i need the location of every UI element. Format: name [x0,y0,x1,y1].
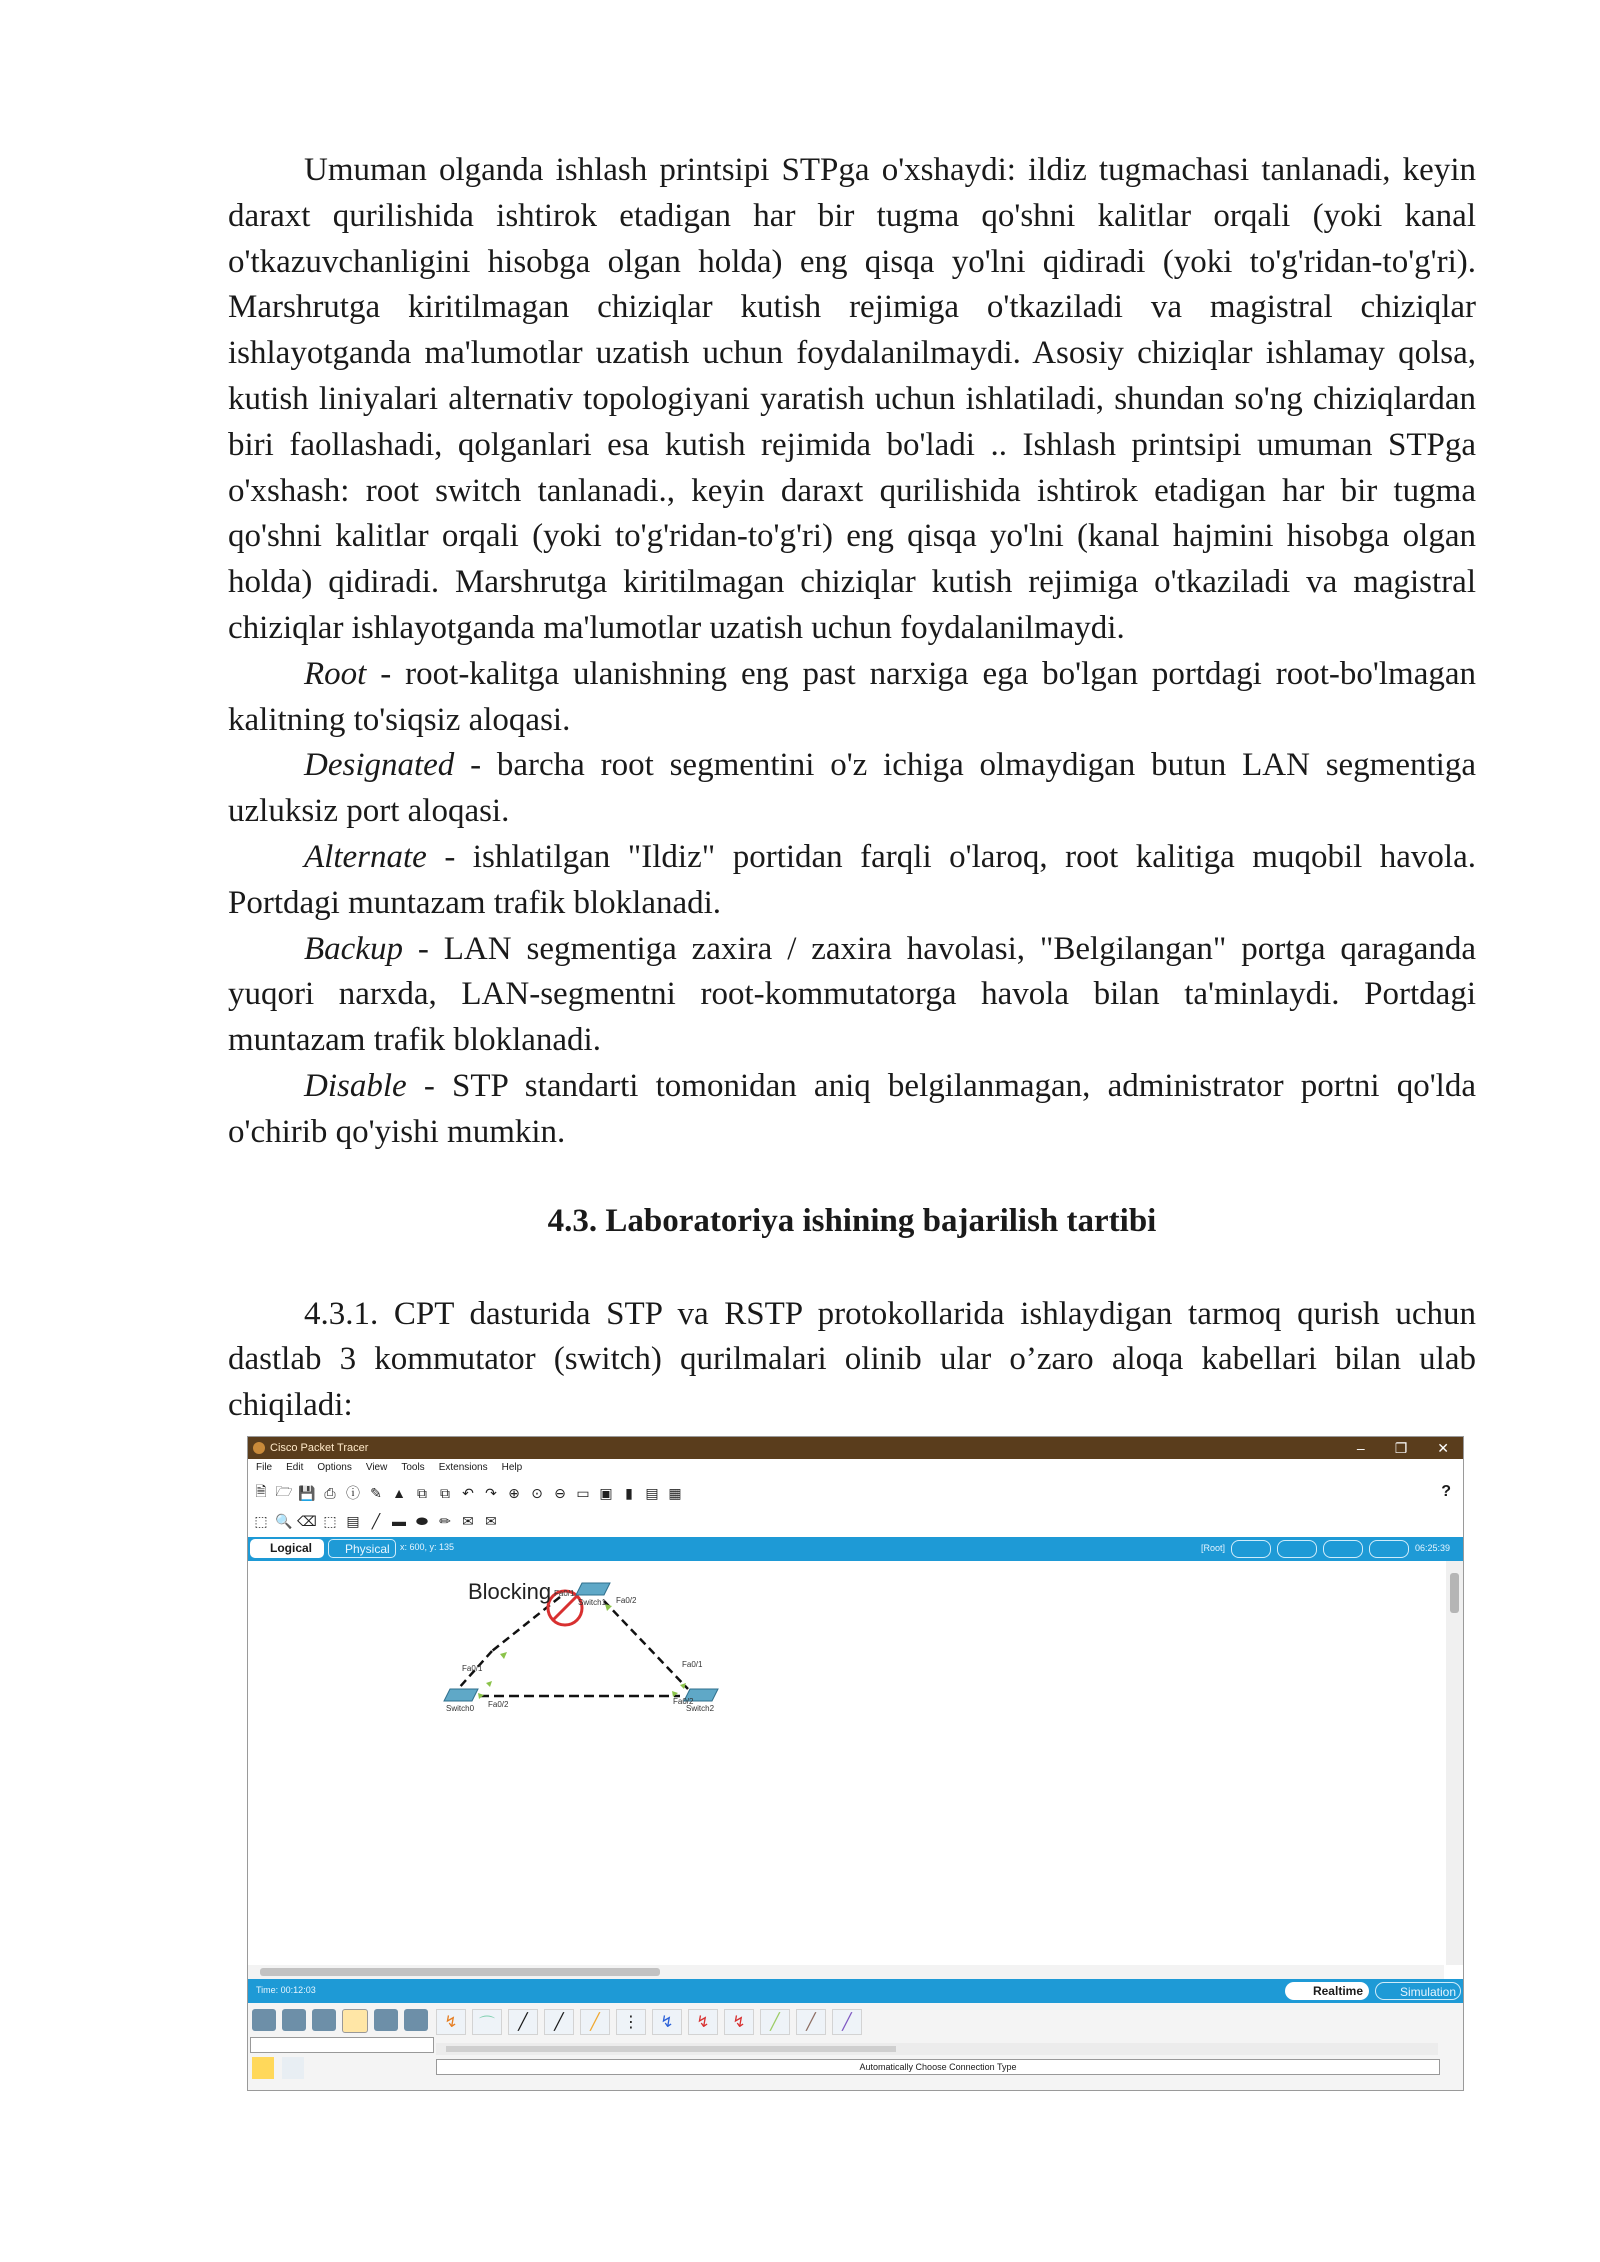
cable-types [436,2009,862,2035]
section-heading: 4.3. Laboratoriya ishining bajarilish tartibi [547,1202,1157,1239]
realtime-label: Realtime [1312,1984,1363,1998]
workspace-tabbar [248,1537,1463,1561]
paragraph-disable [228,1064,1476,1156]
image-icon[interactable]: ▦ [668,1484,682,1501]
text-disable: - STP standarti tomonidan aniq belgilanmagan, administrator portni qo'lda o'chirib qo'yishi mumkin. [228,1067,1476,1150]
usb-cable-icon[interactable]: ╱ [832,2009,862,2035]
term-designated: Designated [304,747,455,784]
hscroll-thumb[interactable] [260,1968,660,1976]
phone-cable-icon[interactable]: ⋮ [616,2009,646,2035]
complex-pdu-icon[interactable]: ✉ [485,1512,497,1529]
cable-scrollbar[interactable] [436,2043,1438,2055]
logical-workspace[interactable] [248,1561,1444,1965]
topology-diagram [248,1561,1444,1965]
link-switch1-switch0-a [492,1597,560,1651]
category-name-box [250,2037,434,2053]
notes-icon[interactable]: ▮ [625,1484,633,1501]
port-light-s1-fa02 [605,1604,612,1611]
coordinates-readout: x: 600, y: 135 [400,1542,455,1552]
root-label[interactable]: [Root] [1200,1543,1225,1553]
palette-icon[interactable]: ▭ [576,1484,590,1501]
time-readout: Time: 00:12:03 [256,1985,316,1995]
switch1-fa02-label: Fa0/2 [616,1596,637,1605]
viewport-button[interactable] [1369,1540,1409,1558]
window-titlebar [248,1437,1463,1459]
switch0-fa02-label: Fa0/2 [488,1700,509,1709]
activity-wizard-icon[interactable]: ▤ [645,1484,659,1501]
paste-icon[interactable]: ⧉ [440,1484,450,1501]
menu-edit[interactable]: Edit [286,1462,304,1473]
window-title: Cisco Packet Tracer [270,1442,369,1454]
zoom-out-icon[interactable]: ⊖ [554,1484,566,1501]
simulation-label: Simulation [1399,1985,1456,1999]
misc-icon[interactable] [374,2009,398,2031]
connections-subcategory-icon[interactable] [252,2057,274,2079]
switch2-fa01-label: Fa0/1 [682,1660,703,1669]
paragraph-designated [228,743,1476,835]
wizard-icon[interactable]: ✎ [370,1484,382,1501]
back-button[interactable] [1231,1540,1271,1558]
switch1-fa01-label: Fa0/1 [554,1589,575,1598]
components-icon[interactable] [312,2009,336,2031]
delete-icon[interactable]: ⌫ [297,1512,317,1529]
menu-tools[interactable]: Tools [401,1462,425,1473]
app-logo-icon [253,1442,265,1454]
freeform-icon[interactable]: ✏ [439,1512,451,1529]
menu-view[interactable]: View [365,1462,388,1473]
note-icon[interactable]: ▤ [346,1512,360,1529]
text-alternate: - ishlatilgan "Ildiz" portidan farqli o'laroq, root kalitiga muqobil havola. Portdagi muntazam trafik bloklanadi. [228,838,1476,921]
paragraph-alternate [228,835,1476,927]
straight-through-cable-icon[interactable]: ╱ [508,2009,538,2035]
cable-scroll-thumb[interactable] [446,2046,896,2052]
move-object-button[interactable] [1323,1540,1363,1558]
menu-help[interactable]: Help [501,1462,523,1473]
text-backup: - LAN segmentiga zaxira / zaxira havolasi, "Belgilangan" portga qaraganda yuqori narxda, LAN-segmentni root-kommutatorga havola bilan ta'minlaydi. Portdagi muntazam trafik bloklanadi. [228,930,1476,1059]
new-file-icon[interactable]: 🗎 [255,1483,267,1499]
menu-file[interactable]: File [256,1462,273,1473]
connection-type-label: Automatically Choose Connection Type [436,2059,1440,2075]
clock-readout: 06:25:39 [1415,1543,1451,1553]
workspace-vertical-scrollbar[interactable] [1446,1561,1463,1965]
restore-icon[interactable]: ❐ [1394,1440,1408,1456]
paragraph-root [228,652,1476,744]
close-icon[interactable]: ✕ [1437,1440,1449,1456]
info-icon[interactable]: ⓘ [346,1485,360,1501]
text-root: - root-kalitga ulanishning eng past narxiga ega bo'lgan portdagi root-bo'lmagan kalitning to'siqsiz aloqasi. [228,655,1476,738]
term-disable: Disable [304,1067,407,1104]
text-designated: - barcha root segmentini o'z ichiga olmaydigan butun LAN segmentiga uzluksiz port aloqasi. [228,747,1476,830]
ellipse-icon[interactable]: ⬬ [416,1512,428,1529]
select-icon[interactable]: ⬚ [254,1512,268,1529]
term-root: Root [304,655,367,692]
open-folder-icon[interactable]: 🗁 [275,1483,293,1499]
workspace-horizontal-scrollbar[interactable] [248,1965,1444,1979]
crossover-cable-icon[interactable]: ╱ [544,2009,574,2035]
menu-extensions[interactable]: Extensions [438,1462,488,1473]
drawing-toolbar [252,1508,500,1534]
network-info-icon[interactable]: ▲ [392,1485,406,1501]
help-icon[interactable]: ? [1441,1483,1451,1500]
fiber-cable-icon[interactable]: ╱ [580,2009,610,2035]
switch0-fa01-label: Fa0/1 [462,1664,483,1673]
serial-dce-icon[interactable]: ↯ [688,2009,718,2035]
connections-icon[interactable] [342,2009,368,2033]
switch0-label: Switch0 [446,1704,475,1713]
menu-options[interactable]: Options [317,1462,352,1473]
port-light-s0-fa01 [500,1652,507,1659]
tab-physical-label: Physical [345,1542,390,1556]
tab-logical[interactable] [250,1539,324,1558]
switch1-label: Switch1 [578,1598,607,1607]
realtime-tab[interactable] [1285,1982,1369,2000]
resize-icon[interactable]: ⬚ [323,1512,337,1529]
vscroll-thumb[interactable] [1450,1573,1459,1613]
multiuser-icon[interactable] [404,2009,428,2031]
grid-subcategory-icon[interactable] [282,2057,304,2079]
minimize-icon[interactable]: – [1356,1440,1365,1456]
subcategory-icons [252,2057,304,2079]
zoom-reset-icon[interactable]: ⊙ [531,1484,543,1501]
main-toolbar [252,1480,684,1506]
undo-icon[interactable]: ↶ [462,1484,474,1501]
device-categories [252,2009,428,2033]
switch2-label: Switch2 [686,1704,715,1713]
tab-physical[interactable] [328,1539,396,1558]
term-alternate: Alternate [304,838,427,875]
print-icon[interactable]: ⎙ [324,1484,336,1501]
switch0-icon [444,1689,478,1701]
inspect-icon[interactable]: 🔍 [275,1512,293,1529]
custom-device-icon[interactable]: ▣ [599,1484,613,1501]
blocking-label: Blocking [468,1579,552,1604]
new-cluster-button[interactable] [1277,1540,1317,1558]
zoom-in-icon[interactable]: ⊕ [508,1484,520,1501]
network-devices-icon[interactable] [252,2009,276,2031]
paragraph-intro: Umuman olganda ishlash printsipi STPga o'xshaydi: ildiz tugmachasi tanlanadi, keyin daraxt qurilishida ishtirok etadigan har bir tugma qo'shni kalitlar orqali (yoki kanal o'tkazuvchanligini hisobga olgan holda) eng qisqa yo'lni qidiradi (yoki to'g'ridan-to'g'ri). Marshrutga kiritilmagan chiziqlar kutish rejimiga o'tkaziladi va magistral chiziqlar ishlayotganda ma'lumotlar uzatish uchun foydalanilmaydi. Asosiy chiziqlar ishlamay qolsa, kutish liniyalari alternativ topologiyani yaratish uchun ishlatiladi, shundan so'ng chiziqlardan biri faollashadi, qolganlari esa kutish rejimida bo'ladi .. Ishlash printsipi umuman STPga o'xshash: root switch tanlanadi., keyin daraxt qurilishida ishtirok etadigan har bir tugma qo'shni kalitlar orqali (yoki to'g'ridan-to'g'ri) eng qisqa yo'lni (kanal hajmini hisobga olgan holda) qidiradi. Marshrutga kiritilmagan chiziqlar kutish rejimiga o'tkaziladi va magistral chiziqlar ishlayotganda ma'lumotlar uzatish uchun foydalanilmaydi. [228,152,1476,646]
add-pdu-icon[interactable]: ✉ [462,1512,474,1529]
device-panel [248,2003,1463,2090]
menu-bar [248,1459,1463,1477]
line-icon[interactable]: ╱ [371,1512,381,1529]
iot-cable-icon[interactable]: ╱ [796,2009,826,2035]
switch1-icon [576,1583,610,1595]
coaxial-cable-icon[interactable]: ↯ [652,2009,682,2035]
console-cable-icon[interactable]: ⌒ [472,2009,502,2035]
redo-icon[interactable]: ↷ [485,1484,497,1501]
rectangle-icon[interactable]: ▬ [392,1513,406,1529]
save-icon[interactable]: 💾 [298,1484,316,1501]
packet-tracer-screenshot [247,1436,1464,2091]
paragraph-step: 4.3.1. CPT dasturida STP va RSTP protokollarida ishlaydigan tarmoq qurish uchun dastlab 3 kommutator (switch) qurilmalari olinib ular o’zaro aloqa kabellari bilan ulab chiqiladi: [228,1295,1476,1424]
port-light-s0-up [486,1681,492,1687]
auto-cable-icon[interactable]: ↯ [436,2009,466,2035]
tab-logical-label: Logical [270,1541,313,1555]
status-bar [248,1979,1463,2003]
paragraph-backup [228,927,1476,1064]
simulation-tab[interactable] [1375,1982,1461,2000]
octal-cable-icon[interactable]: ╱ [760,2009,790,2035]
serial-dte-icon[interactable]: ↯ [724,2009,754,2035]
link-switch1-switch2 [604,1601,688,1689]
copy-icon[interactable]: ⧉ [417,1484,427,1501]
term-backup: Backup [304,930,403,967]
end-devices-icon[interactable] [282,2009,306,2031]
switch2-fa02-label: Fa0/2 [673,1697,694,1706]
document-page [228,148,1476,1429]
